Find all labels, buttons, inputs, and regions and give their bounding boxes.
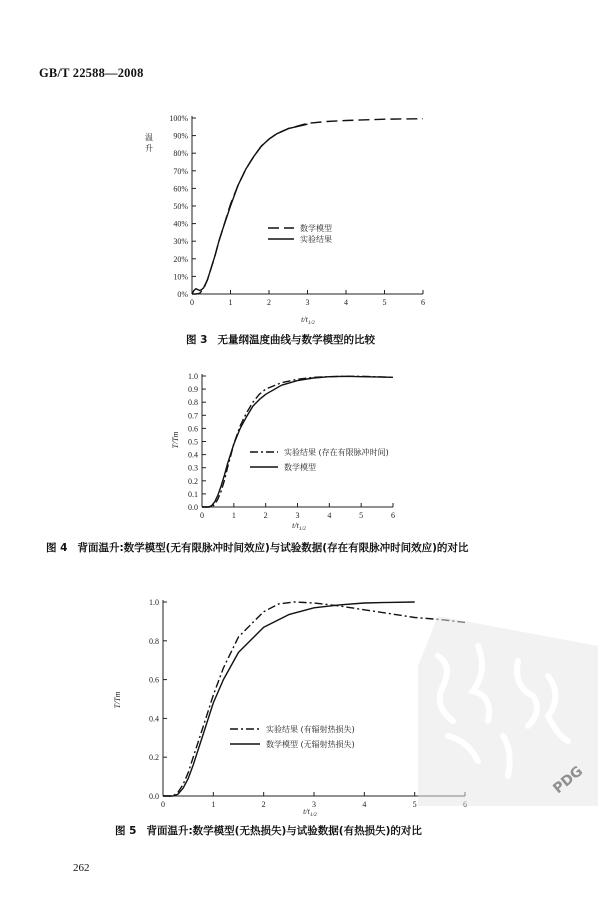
x-tick-label: 0 [161,800,165,809]
y-tick-label: 1.0 [188,372,198,381]
y-tick-label: 0.0 [149,792,159,801]
x-tick-label: 5 [382,298,387,307]
y-tick-label: 0.4 [188,450,198,460]
figure-5-caption [115,823,422,838]
standard-code: GB/T 22588—2008 [39,66,144,80]
figure-3-caption [186,332,375,347]
figure-5-caption-text: 背面温升:数学模型(无热损失)与试验数据(有热损失)的对比 [146,825,422,837]
figure-3-caption-text: 无量纲温度曲线与数学模型的比较 [217,334,375,346]
y-tick-label: 0.2 [149,753,159,763]
x-tick-label: 0 [190,298,194,307]
y-tick-label: 1.0 [149,598,159,607]
x-tick-label: 2 [263,511,268,520]
svg-text:PDG: PDG [550,763,587,798]
x-tick-label: 3 [295,511,300,520]
x-tick-label: 5 [359,511,364,520]
x-axis-label: $t/t_{1/2}$ [303,807,317,818]
legend-label: 实验结果 (有辐射热损失) [266,725,355,734]
x-tick-label: 6 [421,298,425,307]
y-axis-label: 温 [145,133,153,142]
y-tick-label: 20% [173,254,188,264]
legend-label: 实验结果 [300,235,332,244]
x-tick-label: 5 [412,800,417,809]
y-tick-label: 0.0 [188,503,198,512]
y-tick-label: 0.9 [188,385,198,395]
x-tick-label: 2 [267,298,271,307]
y-tick-label: 70% [173,166,188,176]
x-tick-label: 1 [211,800,216,809]
y-tick-label: 40% [173,219,188,229]
legend-label: 数学模型 [284,463,316,472]
y-tick-label: 0.4 [149,714,159,724]
y-axis-label: 升 [145,144,153,153]
x-axis-label: $t/t_{1/2}$ [292,521,306,532]
y-tick-label: 0.8 [149,636,159,646]
x-tick-label: 3 [312,800,316,809]
legend-label: 数学模型 [300,224,332,233]
y-tick-label: 50% [173,202,188,211]
x-tick-label: 0 [200,511,204,520]
y-tick-label: 0.6 [149,675,159,685]
y-tick-label: 90% [173,131,188,141]
series-line-model-or-experiment [163,602,415,796]
y-tick-label: 0.5 [188,437,198,447]
y-tick-label: 0.7 [188,411,198,421]
x-tick-label: 4 [362,800,367,809]
y-tick-label: 0.6 [188,424,198,434]
figure-3-caption-number: 图 3 [186,334,208,346]
page-number: 262 [73,862,90,874]
legend-label: 实验结果 (存在有限脉冲时间) [284,448,389,457]
y-tick-label: 60% [173,184,188,194]
figure-5-caption-number: 图 5 [115,825,137,837]
y-axis-label: T/Tm [113,691,122,709]
figure-4-caption [46,540,468,555]
y-tick-label: 0% [177,290,188,299]
x-tick-label: 1 [231,511,236,520]
legend-label: 数学模型 (无辐射热损失) [266,740,355,749]
y-tick-label: 30% [173,237,188,247]
y-axis-label: T/Tm [171,431,180,449]
x-tick-label: 4 [344,298,348,307]
x-tick-label: 1 [228,298,233,307]
watermark-seal [408,606,600,806]
y-tick-label: 0.8 [188,398,198,408]
x-tick-label: 3 [305,298,310,307]
x-axis-label: $t/t_{1/2}$ [301,315,315,326]
x-tick-label: 4 [327,511,332,520]
y-tick-label: 10% [173,272,188,282]
y-tick-label: 0.2 [188,476,198,486]
y-tick-label: 100% [169,114,188,123]
x-tick-label: 2 [261,800,266,809]
y-tick-label: 0.3 [188,463,198,473]
x-tick-label: 6 [391,511,395,520]
y-tick-label: 80% [173,149,188,159]
figure-4-caption-text: 背面温升:数学模型(无有限脉冲时间效应)与试验数据(存在有限脉冲时间效应)的对比 [77,542,469,554]
figure-4-caption-number: 图 4 [46,542,68,554]
y-tick-label: 0.1 [188,489,198,499]
